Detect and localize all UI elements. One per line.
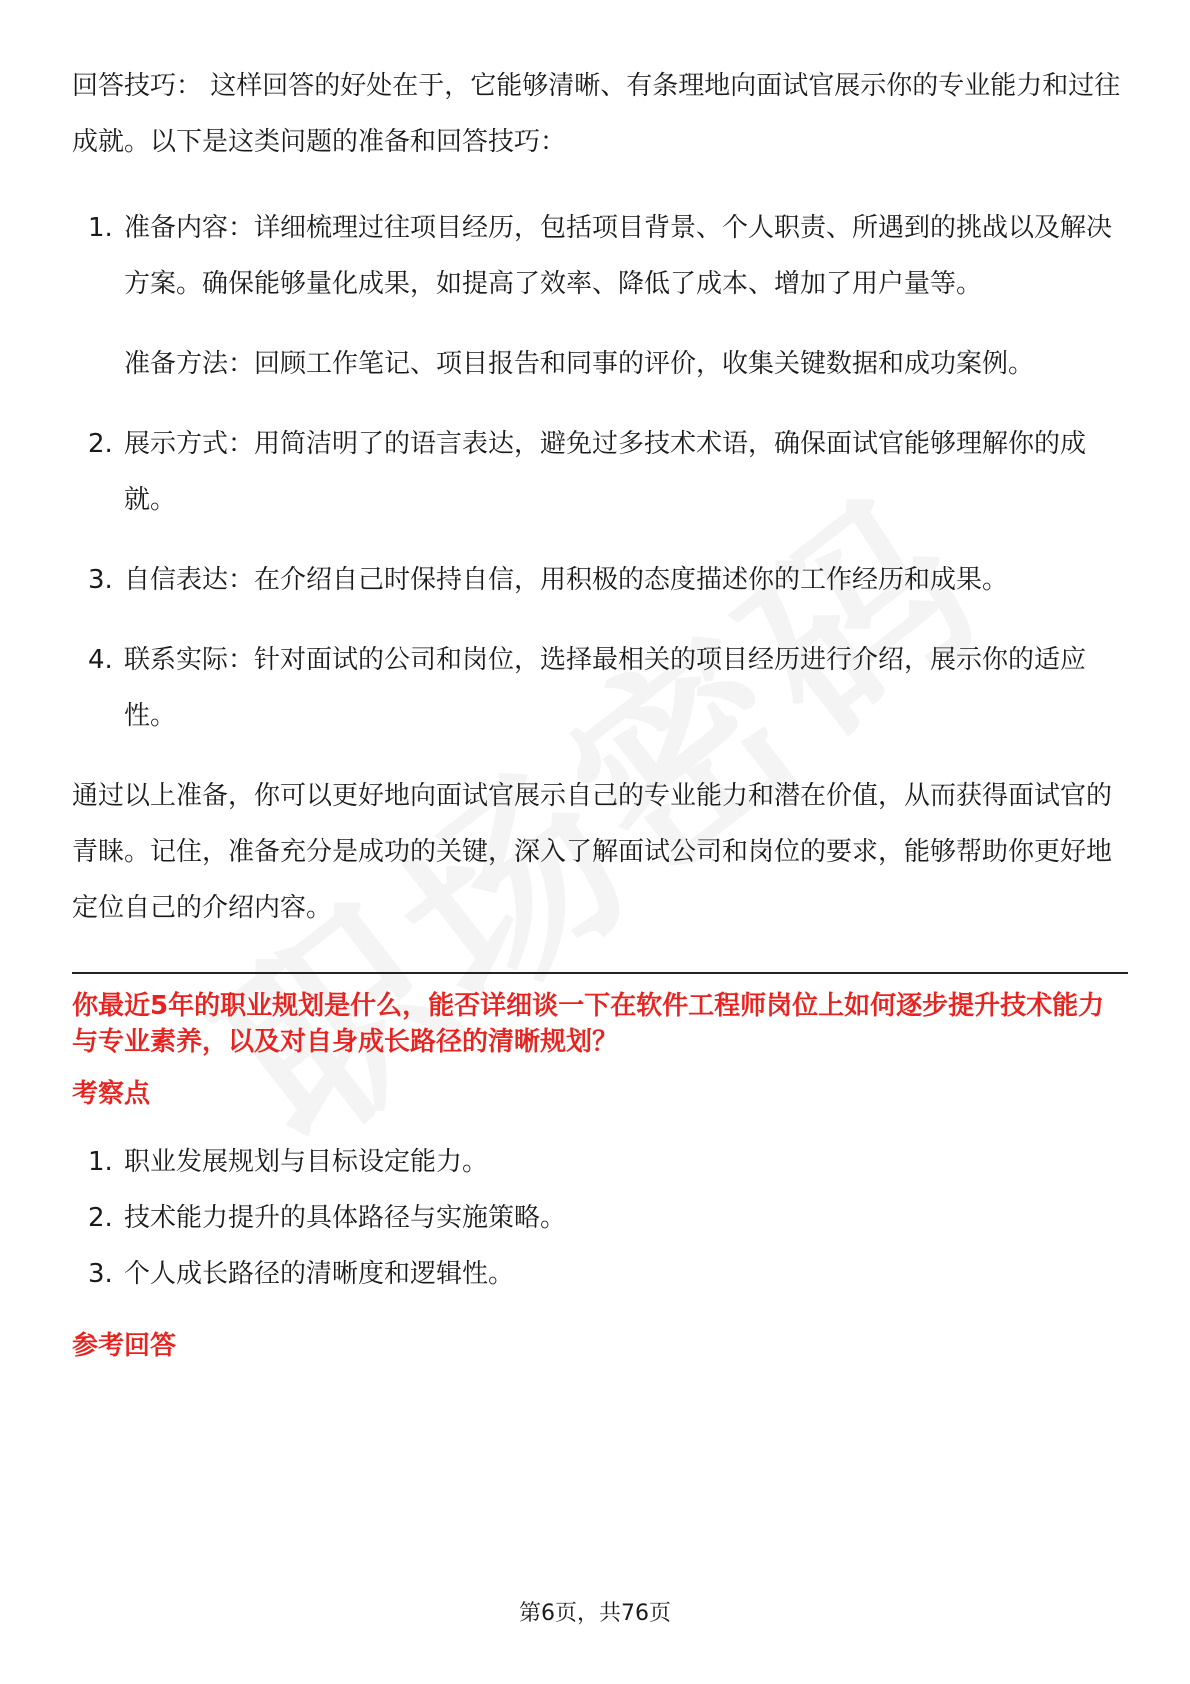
- list-number: 2.: [88, 1203, 113, 1233]
- intro-paragraph: 回答技巧： 这样回答的好处在于，它能够清晰、有条理地向面试官展示你的专业能力和过往成就。以下是这类问题的准备和回答技巧：: [72, 71, 1121, 157]
- list-item-text: 联系实际：针对面试的公司和岗位，选择最相关的项目经历进行介绍，展示你的适应性。: [124, 645, 1087, 731]
- list-item-text: 准备内容：详细梳理过往项目经历，包括项目背景、个人职责、所遇到的挑战以及解决方案。确保能够量化成果，如提高了效率、降低了成本、增加了用户量等。: [124, 213, 1113, 299]
- check-points-list: [72, 1134, 1128, 1302]
- list-item: [72, 1190, 1128, 1246]
- list-number: 3.: [88, 565, 113, 595]
- list-item: [72, 1246, 1128, 1302]
- list-number: 2.: [88, 429, 113, 459]
- tips-list: [72, 200, 1128, 744]
- document-body: [72, 58, 1128, 1366]
- list-number: 3.: [88, 1259, 113, 1289]
- list-item-subparagraph: 准备方法：回顾工作笔记、项目报告和同事的评价，收集关键数据和成功案例。: [124, 349, 1035, 379]
- page-number: 第6页，共76页: [519, 1601, 671, 1626]
- list-item-text: 个人成长路径的清晰度和逻辑性。: [124, 1259, 515, 1289]
- list-item: [72, 632, 1128, 744]
- conclusion-paragraph: 通过以上准备，你可以更好地向面试官展示自己的专业能力和潜在价值，从而获得面试官的青睐。记住，准备充分是成功的关键，深入了解面试公司和岗位的要求，能够帮助你更好地定位自己的介绍内容。: [72, 781, 1113, 923]
- reference-answer-title: 参考回答: [72, 1331, 177, 1361]
- list-item-text: 技术能力提升的具体路径与实施策略。: [124, 1203, 567, 1233]
- list-number: 1.: [88, 1147, 113, 1177]
- list-item-text: 自信表达：在介绍自己时保持自信，用积极的态度描述你的工作经历和成果。: [124, 565, 1009, 595]
- list-item: [72, 1134, 1128, 1190]
- list-item: [72, 416, 1128, 528]
- question-heading: 你最近5年的职业规划是什么，能否详细谈一下在软件工程师岗位上如何逐步提升技术能力与专业素养，以及对自身成长路径的清晰规划？: [72, 991, 1105, 1057]
- list-item: [72, 200, 1128, 312]
- list-number: 1.: [88, 213, 113, 243]
- check-points-title: 考察点: [72, 1079, 151, 1109]
- list-item-text: 展示方式：用简洁明了的语言表达，避免过多技术术语，确保面试官能够理解你的成就。: [124, 429, 1087, 515]
- list-item-text: 职业发展规划与目标设定能力。: [124, 1147, 489, 1177]
- list-number: 4.: [88, 645, 113, 675]
- list-item: [72, 552, 1128, 608]
